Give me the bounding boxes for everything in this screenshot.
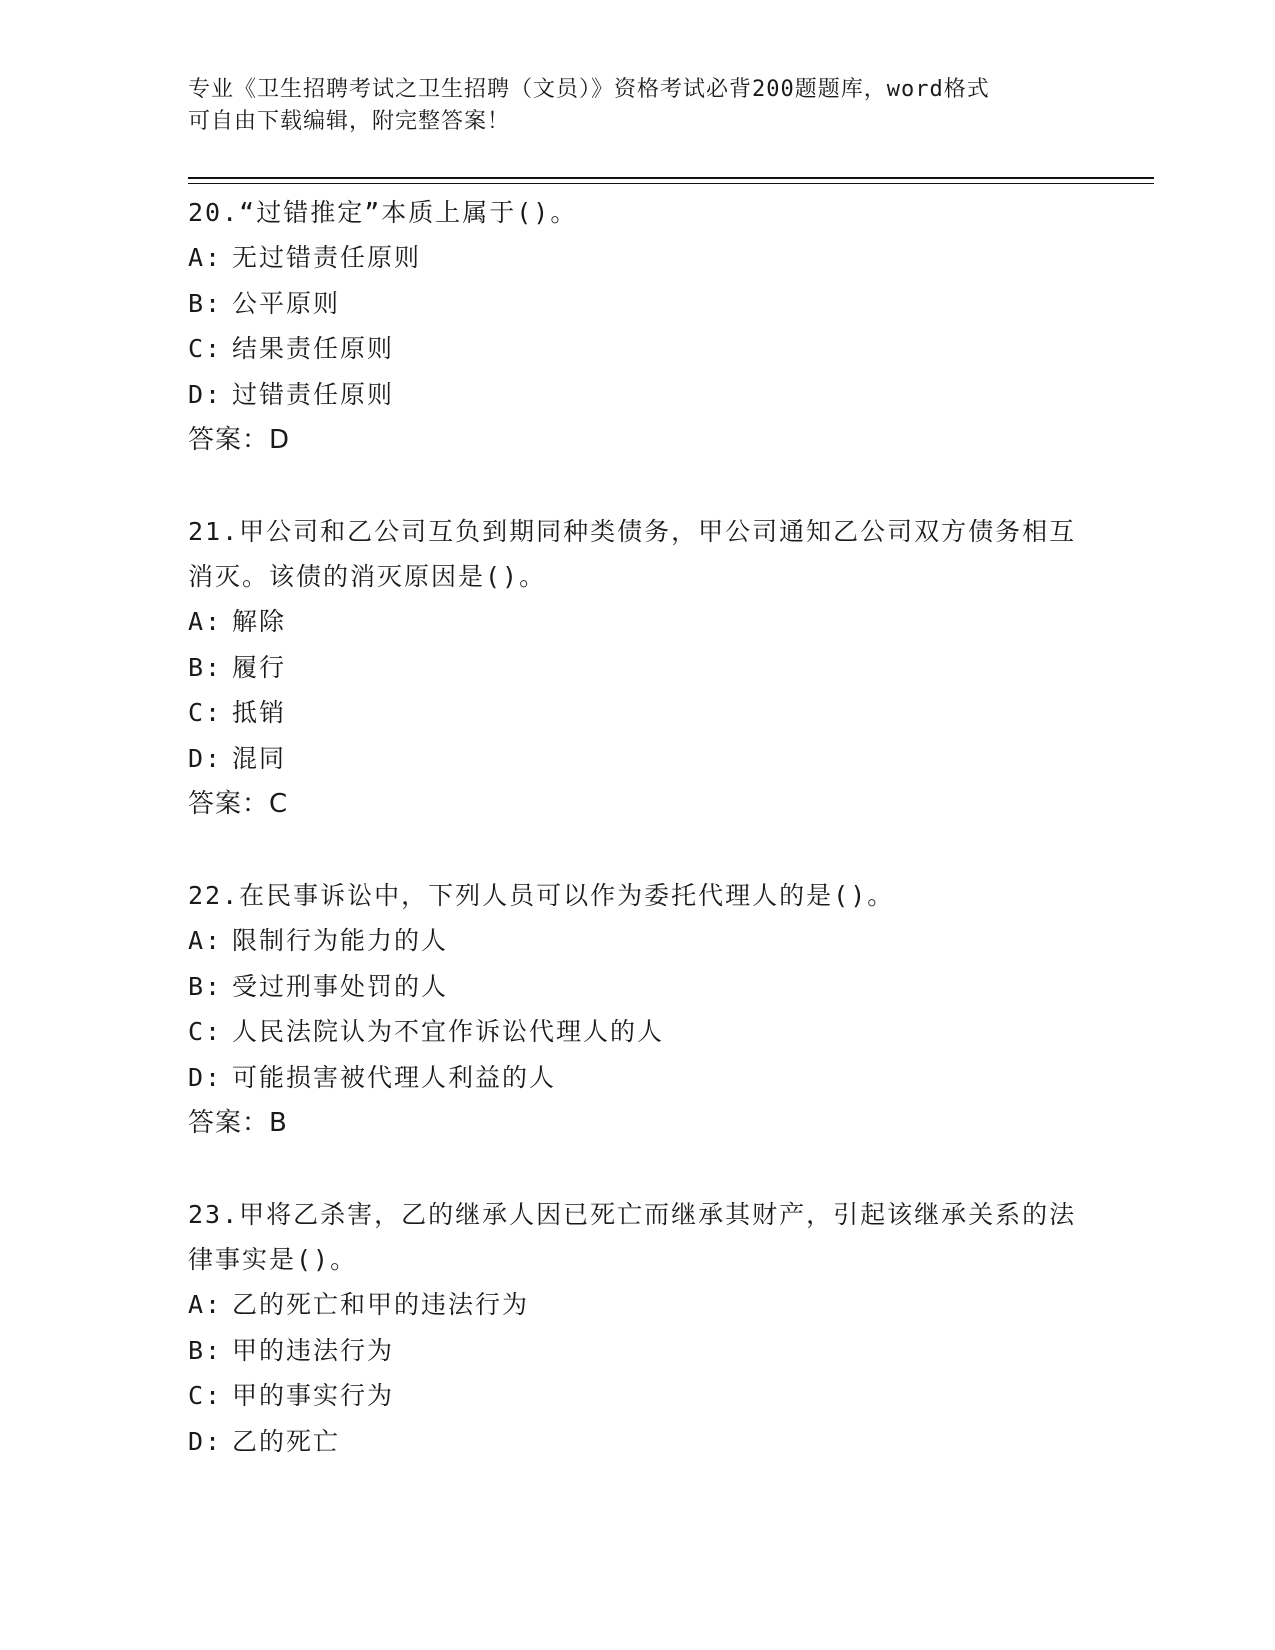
option-b	[188, 1328, 1088, 1374]
option-key: B:	[188, 1335, 223, 1365]
option-text: 限制行为能力的人	[232, 926, 449, 955]
option-a	[188, 599, 1088, 645]
option-d	[188, 1419, 1088, 1465]
option-a	[188, 1282, 1088, 1328]
header-divider-thin	[188, 183, 1154, 184]
option-key: C:	[188, 334, 223, 363]
answer-line: 答案：C	[188, 789, 289, 819]
option-text: 甲的事实行为	[232, 1381, 395, 1410]
question-20	[188, 190, 1088, 463]
question-stem: 22.在民事诉讼中，下列人员可以作为委托代理人的是()。	[188, 881, 895, 910]
option-key: A:	[188, 243, 223, 272]
option-b	[188, 964, 1088, 1010]
option-a	[188, 918, 1088, 964]
question-stem: 21.甲公司和乙公司互负到期同种类债务，甲公司通知乙公司双方债务相互消灭。该债的消灭原因是()。	[188, 517, 1077, 591]
question-23	[188, 1192, 1088, 1464]
option-key: A:	[188, 926, 223, 955]
option-key: C:	[188, 1017, 223, 1046]
option-text: 结果责任原则	[232, 334, 395, 363]
option-key: B:	[188, 652, 223, 682]
option-key: B:	[188, 971, 223, 1001]
option-text: 履行	[232, 652, 287, 682]
question-stem: 20.“过错推定”本质上属于()。	[188, 198, 578, 227]
option-text: 混同	[232, 743, 287, 773]
option-key: D:	[188, 1426, 223, 1456]
document-header	[188, 74, 1088, 138]
option-key: D:	[188, 743, 223, 773]
question-list	[188, 190, 1088, 1510]
option-d	[188, 736, 1088, 782]
header-divider-thick	[188, 177, 1154, 179]
option-text: 抵销	[232, 698, 287, 727]
question-21	[188, 509, 1088, 827]
option-key: C:	[188, 698, 223, 727]
option-text: 受过刑事处罚的人	[232, 971, 449, 1001]
option-key: A:	[188, 1290, 223, 1319]
option-b	[188, 281, 1088, 327]
option-key: D:	[188, 379, 223, 409]
option-text: 可能损害被代理人利益的人	[232, 1062, 557, 1092]
answer-line: 答案：B	[188, 1108, 288, 1138]
answer-line: 答案：D	[188, 425, 291, 455]
option-text: 乙的死亡	[232, 1426, 341, 1456]
option-text: 公平原则	[232, 288, 341, 318]
question-22	[188, 873, 1088, 1146]
option-c	[188, 1009, 1088, 1055]
option-d	[188, 1055, 1088, 1101]
option-text: 解除	[232, 607, 287, 636]
option-key: D:	[188, 1062, 223, 1092]
option-c	[188, 326, 1088, 372]
option-b	[188, 645, 1088, 691]
option-text: 过错责任原则	[232, 379, 395, 409]
option-c	[188, 690, 1088, 736]
option-key: C:	[188, 1381, 223, 1410]
option-text: 无过错责任原则	[232, 243, 422, 272]
option-text: 甲的违法行为	[232, 1335, 395, 1365]
header-line-2: 可自由下载编辑，附完整答案！	[188, 109, 511, 134]
option-c	[188, 1373, 1088, 1419]
option-key: B:	[188, 288, 223, 318]
question-stem: 23.甲将乙杀害，乙的继承人因已死亡而继承其财产，引起该继承关系的法律事实是()。	[188, 1200, 1077, 1274]
option-a	[188, 235, 1088, 281]
option-d	[188, 372, 1088, 418]
option-key: A:	[188, 607, 223, 636]
header-line-1: 专业《卫生招聘考试之卫生招聘（文员）》资格考试必背200题题库，word格式	[188, 77, 990, 102]
option-text: 人民法院认为不宜作诉讼代理人的人	[232, 1017, 665, 1046]
option-text: 乙的死亡和甲的违法行为	[232, 1290, 530, 1319]
